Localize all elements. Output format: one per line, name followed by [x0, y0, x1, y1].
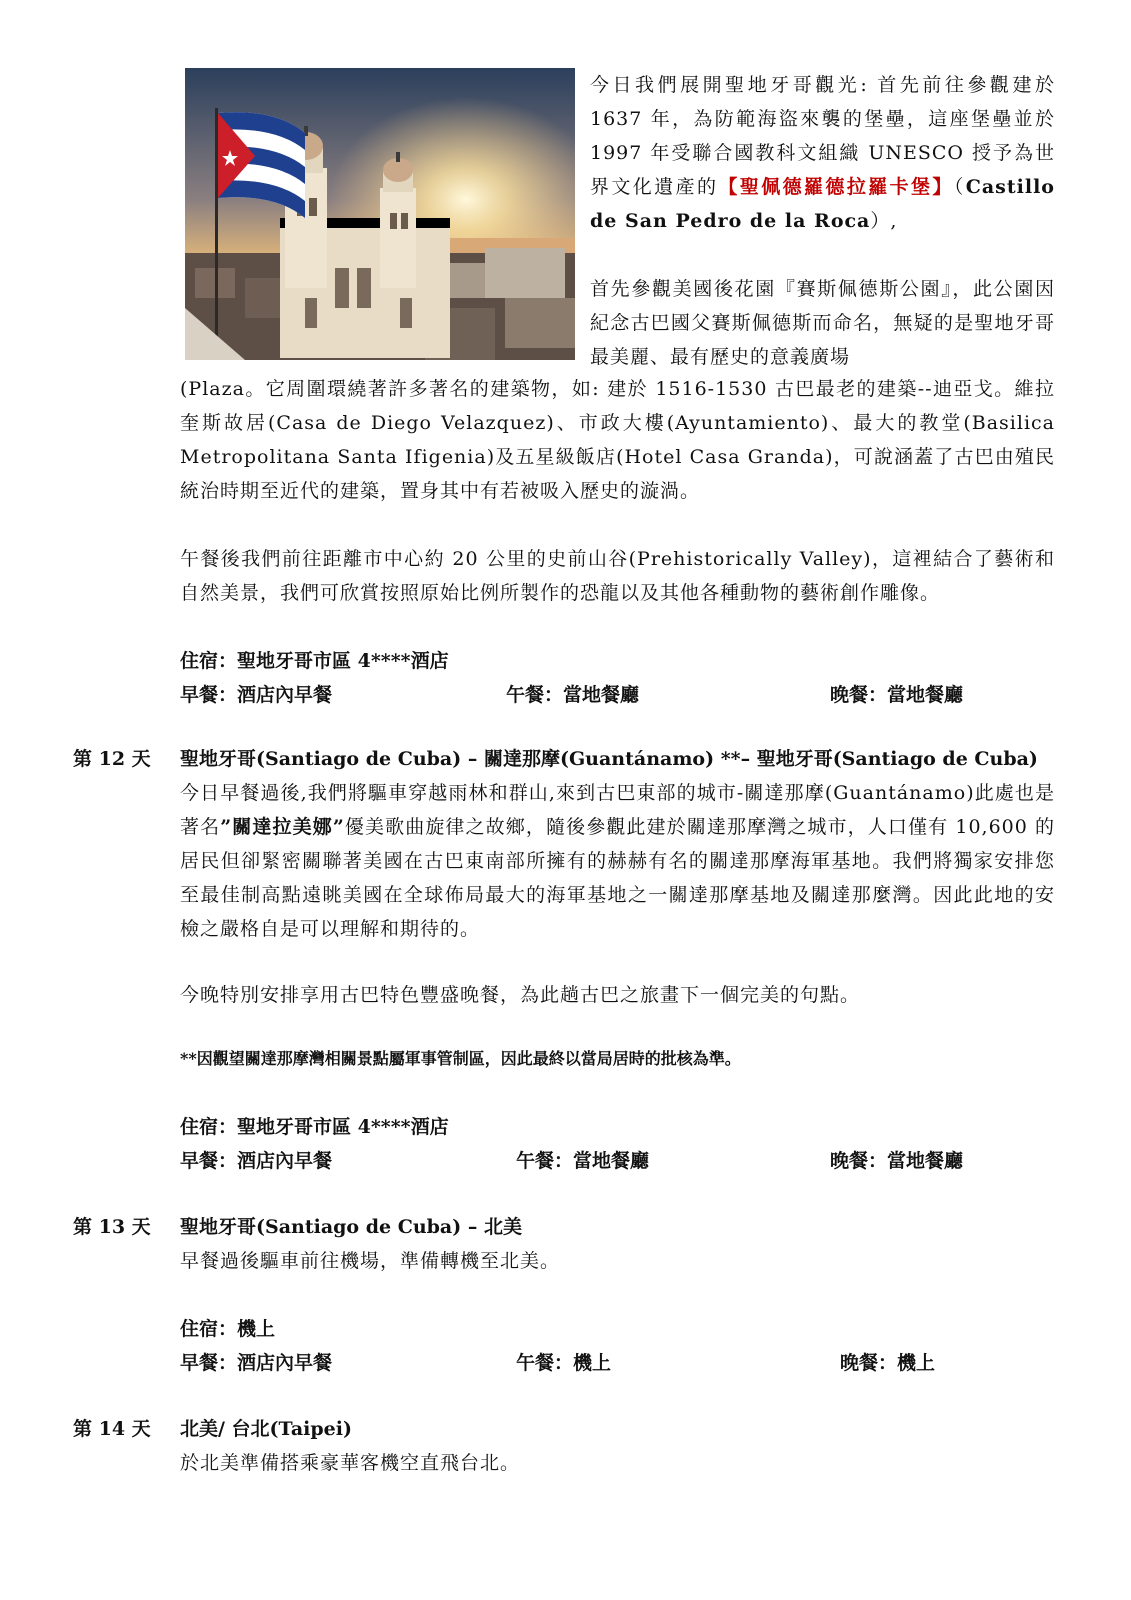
intro-paragraph-3-block: [180, 542, 1055, 610]
intro-paragraph-2a: 首先參觀美國後花園『賽斯佩德斯公園』，此公園因紀念古巴國父賽斯佩德斯而命名，無疑的是聖地牙哥最美麗、最有歷史的意義廣場: [590, 278, 1055, 368]
day12-note: **因觀望關達那摩灣相關景點屬軍事管制區，因此最終以當局居時的批核為準。: [180, 1049, 741, 1068]
highlight-castle-name: 【聖佩德羅德拉羅卡堡】: [718, 176, 954, 198]
castle-latin-name: Castillo de San Pedro de la Roca: [590, 176, 1055, 232]
day14-label: 第 14 天: [73, 1418, 151, 1440]
intro-dinner: 晚餐：當地餐廳: [830, 684, 964, 706]
intro-lunch: 午餐：當地餐廳: [506, 684, 640, 706]
day12-paragraph-1-block: [180, 776, 1055, 946]
intro-paragraph-3: 午餐後我們前往距離市中心約 20 公里的史前山谷(Prehistorically Valley)，這裡結合了藝術和自然美景，我們可欣賞按照原始比例所製作的恐龍以及其他各種動物的藝術創作雕像。: [180, 548, 1055, 604]
day13-meals: [180, 1346, 1060, 1380]
day13-title: 聖地牙哥(Santiago de Cuba) – 北美: [180, 1216, 522, 1238]
day12-paragraph-2-block: [180, 978, 1055, 1012]
intro-paragraph-1: 今日我們展開聖地牙哥觀光: 首先前往參觀建於 1637 年，為防範海盜來襲的堡壘，這座堡壘並於 1997 年受聯合國教科文組織 UNESCO 授予為世界文化遺產的【聖佩德羅德拉羅卡堡】（Castillo de San Pedro de la Roca）,: [590, 74, 1055, 232]
day12-paragraph-2: 今晚特別安排享用古巴特色豐盛晚餐，為此趟古巴之旅畫下一個完美的句點。: [180, 984, 861, 1006]
intro-breakfast: 早餐：酒店內早餐: [180, 684, 333, 706]
day13-breakfast: 早餐：酒店內早餐: [180, 1352, 333, 1374]
intro-meals: [180, 678, 1060, 712]
day12-lunch: 午餐：當地餐廳: [516, 1150, 650, 1172]
day13-label: 第 13 天: [73, 1216, 151, 1238]
day13-lunch: 午餐：機上: [516, 1352, 612, 1374]
day12-paragraph-1: 今日早餐過後,我們將驅車穿越雨林和群山,來到古巴東部的城市-關達那摩(Guantánamo)此處也是著名”關達拉美娜”優美歌曲旋律之故鄉，隨後參觀此建於關達那摩灣之城市，人口僅有 10,600 的居民但卻緊密關聯著美國在古巴東南部所擁有的赫赫有名的關達那摩海軍基地。我們將獨家安排您至最佳制高點遠眺美國在全球佈局最大的海軍基地之一關達那摩基地及關達那麼灣。因此此地的安檢之嚴格自是可以理解和期待的。: [180, 782, 1056, 940]
day14-paragraph-1: 於北美準備搭乘豪華客機空直飛台北。: [180, 1452, 521, 1474]
day13-dinner: 晚餐：機上: [840, 1352, 936, 1374]
day12-lodging: 住宿：聖地牙哥市區 4****酒店: [180, 1116, 449, 1138]
day13-paragraph-1-block: [180, 1244, 1055, 1278]
intro-lodging: 住宿：聖地牙哥市區 4****酒店: [180, 650, 449, 672]
day13-lodging: 住宿：機上: [180, 1318, 276, 1340]
day13-paragraph-1: 早餐過後驅車前往機場，準備轉機至北美。: [180, 1250, 561, 1272]
day12-dinner: 晚餐：當地餐廳: [830, 1150, 964, 1172]
day14-paragraph-1-block: [180, 1446, 1055, 1480]
intro-paragraph-2b: (Plaza。它周圍環繞著許多著名的建築物，如: 建於 1516-1530 古巴最老的建築--迪亞戈。維拉奎斯故居(Casa de Diego Velazquez)、市政大樓(Ayuntamiento)、最大的教堂(Basilica Metropolitana Santa Ifigenia)及五星級飯店(Hotel Casa Granda)，可說涵蓋了古巴由殖民統治時期至近代的建築，置身其中有若被吸入歷史的漩渦。: [180, 378, 1055, 502]
intro-paragraph-2b-block: [180, 372, 1055, 508]
day12-title: 聖地牙哥(Santiago de Cuba) – 關達那摩(Guantánamo) **– 聖地牙哥(Santiago de Cuba): [180, 748, 1038, 770]
day12-meals: [180, 1144, 1060, 1178]
intro-text-beside-photo: [590, 68, 1055, 374]
day12-breakfast: 早餐：酒店內早餐: [180, 1150, 333, 1172]
day12-song-name: ”關達拉美娜”: [220, 816, 345, 838]
day14-title: 北美/ 台北(Taipei): [180, 1418, 352, 1440]
day12-label: 第 12 天: [73, 748, 151, 770]
cathedral-photo: [185, 68, 575, 360]
